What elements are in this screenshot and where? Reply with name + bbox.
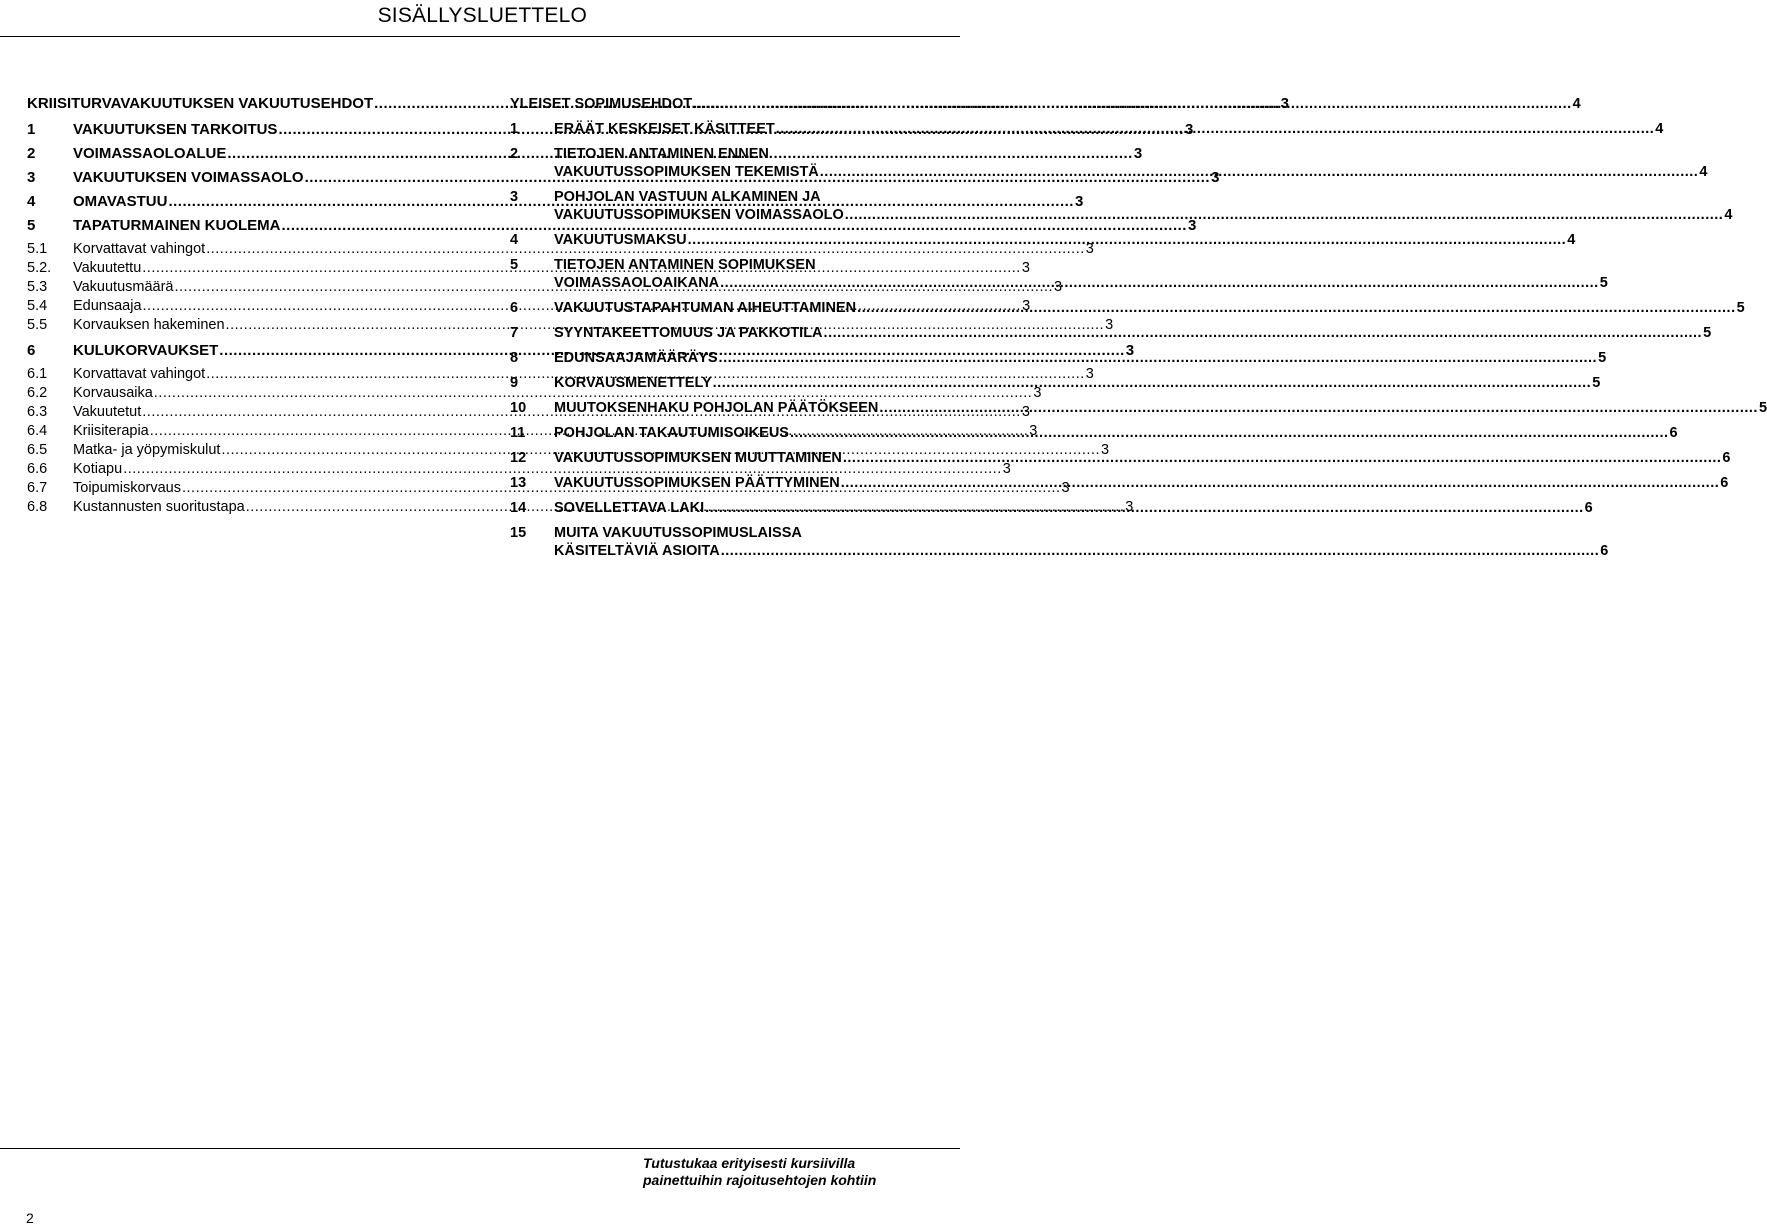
- toc-entry-text: [554, 188, 1732, 224]
- toc-entry-text: [554, 120, 1663, 138]
- toc-entry-number: 10: [510, 400, 527, 416]
- toc-entry-inner: [510, 95, 1581, 113]
- toc-entry-number: 9: [510, 375, 519, 391]
- toc-entry-text: [554, 474, 1728, 492]
- toc-entry[interactable]: [510, 399, 1767, 417]
- toc-entry-page: 3: [1002, 461, 1011, 477]
- toc-entry-number: 4: [27, 193, 36, 210]
- toc-dot-leader: [721, 542, 1600, 560]
- toc-entry[interactable]: [510, 231, 1576, 249]
- toc-entry-number: 5.2.: [27, 260, 52, 276]
- toc-dot-leader: [776, 120, 1655, 138]
- toc-entry-page: 3: [1033, 385, 1042, 401]
- toc-entry-text: [554, 499, 1593, 517]
- toc-entry-label: VOIMASSAOLOALUE: [73, 145, 227, 162]
- toc-entry-number: 13: [510, 475, 527, 491]
- toc-entry-number: 7: [510, 325, 519, 341]
- toc-entry-number: 6.5: [27, 442, 48, 458]
- toc-entry-page: 3: [1125, 342, 1135, 359]
- toc-entry-text: [554, 324, 1711, 342]
- toc-entry-page: 3: [1280, 95, 1289, 112]
- toc-entry-page: 5: [1736, 300, 1745, 316]
- toc-entry-label: VAKUUTUSTAPAHTUMAN AIHEUTTAMINEN: [554, 300, 857, 316]
- toc-dot-leader: [824, 324, 1703, 342]
- toc-entry-number: 2: [27, 145, 36, 162]
- toc-entry-number: 6: [27, 342, 36, 359]
- toc-dot-leader: [790, 424, 1669, 442]
- toc-entry-label: KORVAUSMENETTELY: [554, 375, 712, 391]
- toc-entry-number: 3: [510, 189, 519, 205]
- toc-entry-label: Vakuutettu: [73, 260, 142, 276]
- toc-entry-number: 15: [510, 525, 527, 541]
- toc-entry-page: 3: [1211, 169, 1220, 186]
- toc-entry-text: [554, 374, 1600, 392]
- toc-entry-number: 6.3: [27, 404, 48, 420]
- toc-entry-page: 5: [1703, 325, 1712, 341]
- toc-entry-number: 6.8: [27, 499, 48, 515]
- toc-entry-page: 6: [1720, 475, 1729, 491]
- toc-entry-number: 5.4: [27, 298, 48, 314]
- toc-entry-page: 5: [1599, 275, 1608, 291]
- toc-entry-inner: [510, 399, 1767, 417]
- toc-entry-inner: [27, 461, 1011, 477]
- toc-entry-page: 3: [1021, 260, 1030, 276]
- toc-entry-page: 3: [1054, 279, 1063, 295]
- toc-entry-label: OMAVASTUU: [73, 193, 168, 210]
- toc-entry-page: 5: [1598, 350, 1607, 366]
- footer-rule: [0, 1148, 960, 1149]
- toc-entry-label: KULUKORVAUKSET: [73, 342, 219, 359]
- toc-entry-label: VAKUUTUSMAKSU: [554, 232, 687, 248]
- toc-entry-text: [554, 231, 1575, 249]
- toc-entry-inner: [510, 188, 1733, 224]
- footer-note: [643, 1155, 876, 1189]
- toc-dot-leader: [705, 499, 1584, 517]
- toc-entry-page: 3: [1184, 121, 1194, 138]
- toc-entry-label-line-2: [554, 542, 1608, 560]
- toc-entry-page: 6: [1584, 500, 1593, 516]
- toc-entry-inner: [27, 241, 1094, 257]
- toc-entry-inner: [510, 120, 1664, 138]
- toc-entry-page: 4: [1655, 121, 1664, 137]
- header-rule: [0, 36, 960, 37]
- toc-entry-number: 6.2: [27, 385, 48, 401]
- toc-entry-page: 3: [1061, 480, 1070, 496]
- toc-entry-number: 11: [510, 425, 526, 441]
- toc-entry[interactable]: [510, 474, 1729, 492]
- toc-entry-page: 5: [1758, 400, 1767, 416]
- toc-entry[interactable]: [510, 299, 1745, 317]
- toc-entry-label: Vakuutusmäärä: [73, 279, 174, 295]
- toc-entry-label: Kotiapu: [73, 461, 123, 477]
- toc-entry-inner: [510, 499, 1593, 517]
- toc-entry-label: Korvattavat vahingot: [73, 241, 206, 257]
- toc-entry[interactable]: [27, 461, 1011, 480]
- toc-entry-page: 6: [1600, 543, 1609, 559]
- toc-entry-label: VAKUUTUSSOPIMUKSEN TEKEMISTÄ: [554, 164, 819, 180]
- toc-entry-page: 4: [1699, 164, 1708, 180]
- toc-entry-inner: [510, 145, 1708, 181]
- toc-entry-label-line-2: [554, 206, 1732, 224]
- toc-dot-leader: [845, 206, 1724, 224]
- toc-entry-label: VAKUUTUSSOPIMUKSEN MUUTTAMINEN: [554, 450, 842, 466]
- toc-entry[interactable]: [510, 188, 1733, 224]
- toc-entry-page: 3: [1022, 298, 1031, 314]
- toc-entry-label: SOVELLETTAVA LAKI: [554, 500, 705, 516]
- toc-entry-inner: [510, 231, 1576, 249]
- toc-entry-number: 1: [510, 121, 519, 137]
- toc-entry-page: 3: [1105, 317, 1114, 333]
- toc-entry-text: [554, 449, 1730, 467]
- toc-entry-text: [554, 299, 1745, 317]
- footer-note-line-1: Tutustukaa erityisesti kursiivilla: [643, 1155, 856, 1171]
- toc-entry-number: 12: [510, 450, 527, 466]
- toc-dot-leader: [841, 474, 1720, 492]
- toc-entry-inner: [27, 217, 1197, 234]
- toc-entry-number: 4: [510, 232, 519, 248]
- toc-entry-inner: [510, 299, 1745, 317]
- toc-entry-inner: [510, 449, 1731, 467]
- toc-entry-label-line-1: POHJOLAN VASTUUN ALKAMINEN JA: [554, 189, 821, 205]
- toc-dot-leader: [857, 299, 1736, 317]
- toc-entry-page: 3: [1125, 499, 1134, 515]
- toc-entry-page: 3: [1029, 423, 1038, 439]
- toc-entry-number: 5.1: [27, 241, 48, 257]
- toc-entry-number: 14: [510, 500, 527, 516]
- toc-entry-text: [510, 95, 1581, 113]
- toc-entry-label: VAKUUTUSSOPIMUKSEN VOIMASSAOLO: [554, 207, 844, 223]
- toc-entry-label: KRIISITURVAVAKUUTUKSEN VAKUUTUSEHDOT: [27, 95, 374, 112]
- toc-entry-inner: [510, 256, 1608, 292]
- toc-entry-page: 3: [1074, 193, 1084, 210]
- toc-entry-label: MUUTOKSENHAKU POHJOLAN PÄÄTÖKSEEN: [554, 400, 879, 416]
- toc-entry-number: 5.3: [27, 279, 48, 295]
- toc-entry-page: 3: [1085, 366, 1094, 382]
- toc-entry-page: 4: [1567, 232, 1576, 248]
- toc-entry-page: 3: [1187, 217, 1197, 234]
- toc-entry[interactable]: [510, 424, 1678, 442]
- toc-entry-label: VOIMASSAOLOAIKANA: [554, 275, 720, 291]
- toc-entry-label: EDUNSAAJAMÄÄRÄYS: [554, 350, 718, 366]
- toc-entry-number: 6: [510, 300, 519, 316]
- toc-entry-number: 5: [510, 257, 519, 273]
- toc-dot-leader: [720, 274, 1599, 292]
- toc-dot-leader: [719, 349, 1598, 367]
- toc-entry-text: [554, 256, 1608, 292]
- toc-entry-text: [554, 145, 1707, 181]
- toc-entry-number: 8: [510, 350, 519, 366]
- toc-entry[interactable]: [510, 374, 1601, 392]
- toc-entry-label: TAPATURMAINEN KUOLEMA: [73, 217, 281, 234]
- page-number: 2: [26, 1210, 34, 1226]
- toc-entry[interactable]: [510, 145, 1708, 181]
- toc-entry[interactable]: [510, 449, 1731, 467]
- toc-entry-label: Korvausaika: [73, 385, 153, 401]
- toc-entry[interactable]: [27, 385, 1042, 404]
- toc-entry-label: Kriisiterapia: [73, 423, 149, 439]
- toc-entry-text: [554, 399, 1767, 417]
- toc-entry-label: YLEISET SOPIMUSEHDOT: [510, 96, 693, 112]
- toc-entry-label: Kustannusten suoritustapa: [73, 499, 245, 515]
- toc-dot-leader: [713, 374, 1592, 392]
- toc-entry-number: 5: [27, 217, 36, 234]
- toc-entry-text: [554, 524, 1608, 560]
- toc-entry-number: 6.4: [27, 423, 48, 439]
- toc-dot-leader: [879, 399, 1758, 417]
- toc-entry-number: 2: [510, 146, 519, 162]
- toc-entry[interactable]: [510, 256, 1608, 292]
- toc-entry[interactable]: [510, 120, 1664, 138]
- toc-entry-inner: [510, 424, 1678, 442]
- footer-note-line-2: painettuihin rajoitusehtojen kohtiin: [643, 1172, 877, 1188]
- toc-entry-page: 3: [1133, 145, 1143, 162]
- toc-dot-leader: [693, 95, 1572, 113]
- page-title: SISÄLLYSLUETTELO: [377, 4, 587, 27]
- toc-entry-inner: [510, 374, 1601, 392]
- toc-entry[interactable]: [510, 349, 1607, 367]
- toc-entry[interactable]: [27, 241, 1094, 260]
- toc-entry-label: VAKUUTUSSOPIMUKSEN PÄÄTTYMINEN: [554, 475, 840, 491]
- toc-entry-page: 3: [1101, 442, 1110, 458]
- toc-entry-label: Toipumiskorvaus: [73, 480, 181, 496]
- toc-entry-text: [554, 424, 1678, 442]
- toc-entry[interactable]: [510, 499, 1593, 517]
- toc-entry-number: 6.1: [27, 366, 48, 382]
- toc-entry-number: 1: [27, 121, 36, 138]
- toc-dot-leader: [820, 163, 1699, 181]
- toc-entry-inner: [510, 524, 1609, 560]
- toc-entry-number: 6.7: [27, 480, 48, 496]
- toc-entry-label: KÄSITELTÄVIÄ ASIOITA: [554, 543, 720, 559]
- toc-entry-page: 4: [1724, 207, 1733, 223]
- toc-entry-page: 6: [1669, 425, 1678, 441]
- toc-entry-label: Vakuutetut: [73, 404, 142, 420]
- toc-entry-label-line-1: MUITA VAKUUTUSSOPIMUSLAISSA: [554, 525, 802, 541]
- toc-entry-number: 5.5: [27, 317, 48, 333]
- toc-entry-page: 3: [1021, 404, 1030, 420]
- toc-entry-label: POHJOLAN TAKAUTUMISOIKEUS: [554, 425, 789, 441]
- toc-entry-label-line-1: TIETOJEN ANTAMINEN ENNEN: [554, 146, 769, 162]
- toc-entry-label-line-1: TIETOJEN ANTAMINEN SOPIMUKSEN: [554, 257, 816, 273]
- toc-entry-label: SYYNTAKEETTOMUUS JA PAKKOTILA: [554, 325, 823, 341]
- toc-entry-label: Edunsaaja: [73, 298, 142, 314]
- toc-entry-label-line-2: [554, 163, 1707, 181]
- toc-entry-label: Matka- ja yöpymiskulut: [73, 442, 221, 458]
- toc-entry-label: ERÄÄT KESKEISET KÄSITTEET: [554, 121, 775, 137]
- toc-entry-inner: [510, 474, 1729, 492]
- toc-entry-inner: [27, 366, 1094, 382]
- toc-right-column: [510, 95, 1767, 567]
- page-header: [0, 0, 960, 37]
- toc-entry-page: 3: [1085, 241, 1094, 257]
- toc-entry-number: 3: [27, 169, 36, 186]
- toc-entry-text: [554, 349, 1606, 367]
- toc-entry[interactable]: [510, 324, 1712, 342]
- toc-entry-inner: [510, 324, 1712, 342]
- toc-entry-inner: [27, 385, 1042, 401]
- toc-entry-label: VAKUUTUKSEN TARKOITUS: [73, 121, 278, 138]
- toc-entry-page: 4: [1572, 96, 1581, 112]
- toc-entry-label: Korvauksen hakeminen: [73, 317, 225, 333]
- toc-entry-label: VAKUUTUKSEN VOIMASSAOLO: [73, 169, 304, 186]
- toc-entry-page: 6: [1722, 450, 1731, 466]
- toc-entry-page: 5: [1592, 375, 1601, 391]
- toc-entry-label: Korvattavat vahingot: [73, 366, 206, 382]
- toc-dot-leader: [688, 231, 1567, 249]
- toc-dot-leader: [843, 449, 1722, 467]
- toc-entry-label-line-2: [554, 274, 1608, 292]
- toc-entry[interactable]: [510, 95, 1581, 113]
- toc-entry[interactable]: [510, 524, 1609, 560]
- toc-entry-number: 6.6: [27, 461, 48, 477]
- toc-entry-inner: [510, 349, 1607, 367]
